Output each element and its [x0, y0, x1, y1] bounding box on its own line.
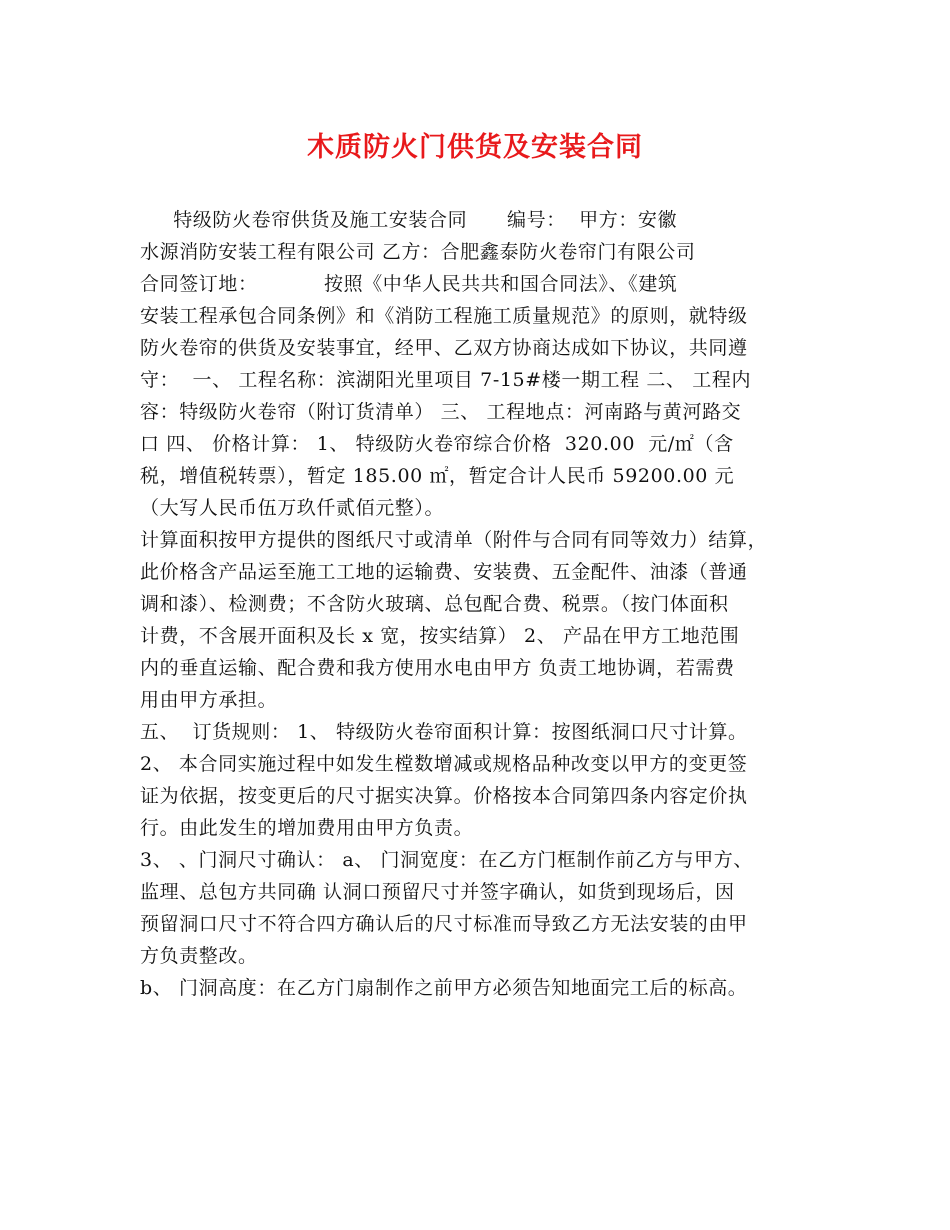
contract-line: 2、 本合同实施过程中如发生樘数增减或规格品种改变以甲方的变更签 [140, 753, 748, 775]
contract-line: 用由甲方承担。 [140, 689, 278, 711]
contract-line: 预留洞口尺寸不符合四方确认后的尺寸标准而导致乙方无法安装的由甲 [140, 913, 748, 935]
contract-line: 特级防火卷帘供货及施工安装合同 编号： 甲方：安徽 [140, 209, 678, 231]
contract-line: 口 四、 价格计算： 1、 特级防火卷帘综合价格 320.00 元/㎡（含 [140, 433, 734, 455]
contract-line: 此价格含产品运至施工工地的运输费、安装费、五金配件、油漆（普通 [140, 561, 748, 583]
contract-line: 证为依据，按变更后的尺寸据实决算。价格按本合同第四条内容定价执 [140, 785, 748, 807]
contract-line: 监理、总包方共同确 认洞口预留尺寸并签字确认，如货到现场后，因 [140, 881, 735, 903]
contract-line: 防火卷帘的供货及安装事宜，经甲、乙双方协商达成如下协议，共同遵 [140, 337, 748, 359]
document-title: 木质防火门供货及安装合同 [307, 132, 643, 163]
contract-line: 3、 、门洞尺寸确认： a、 门洞宽度：在乙方门框制作前乙方与甲方、 [140, 849, 753, 871]
contract-line: 内的垂直运输、配合费和我方使用水电由甲方 负责工地协调，若需费 [140, 657, 735, 679]
contract-line: 计算面积按甲方提供的图纸尺寸或清单（附件与合同有同等效力）结算， [140, 529, 768, 551]
contract-line: b、 门洞高度：在乙方门扇制作之前甲方必须告知地面完工后的标高。 [140, 977, 748, 999]
contract-line: 税，增值税转票），暂定 185.00 ㎡，暂定合计人民币 59200.00 元 [140, 465, 735, 487]
contract-line: 守： 一、 工程名称：滨湖阳光里项目 7-15#楼一期工程 二、 工程内 [140, 369, 752, 391]
contract-line: 方负责整改。 [140, 945, 258, 967]
contract-line: 五、 订货规则： 1、 特级防火卷帘面积计算：按图纸洞口尺寸计算。 [140, 721, 748, 743]
contract-line: 调和漆）、检测费；不含防火玻璃、总包配合费、税票。（按门体面积 [140, 593, 729, 615]
contract-line: 计费，不含展开面积及长 x 宽，按实结算） 2、 产品在甲方工地范围 [140, 625, 740, 647]
contract-line: 合同签订地： 按照《中华人民共共和国合同法》、《建筑 [140, 273, 678, 295]
contract-line: 水源消防安装工程有限公司 乙方：合肥鑫泰防火卷帘门有限公司 [140, 241, 696, 263]
contract-line: （大写人民币伍万玖仟贰佰元整）。 [140, 497, 445, 519]
contract-line: 安装工程承包合同条例》和《消防工程施工质量规范》的原则，就特级 [140, 305, 748, 327]
contract-body [140, 204, 812, 1004]
contract-line: 行。由此发生的增加费用由甲方负责。 [140, 817, 474, 839]
contract-line: 容：特级防火卷帘（附订货清单） 三、 工程地点：河南路与黄河路交 [140, 401, 742, 423]
